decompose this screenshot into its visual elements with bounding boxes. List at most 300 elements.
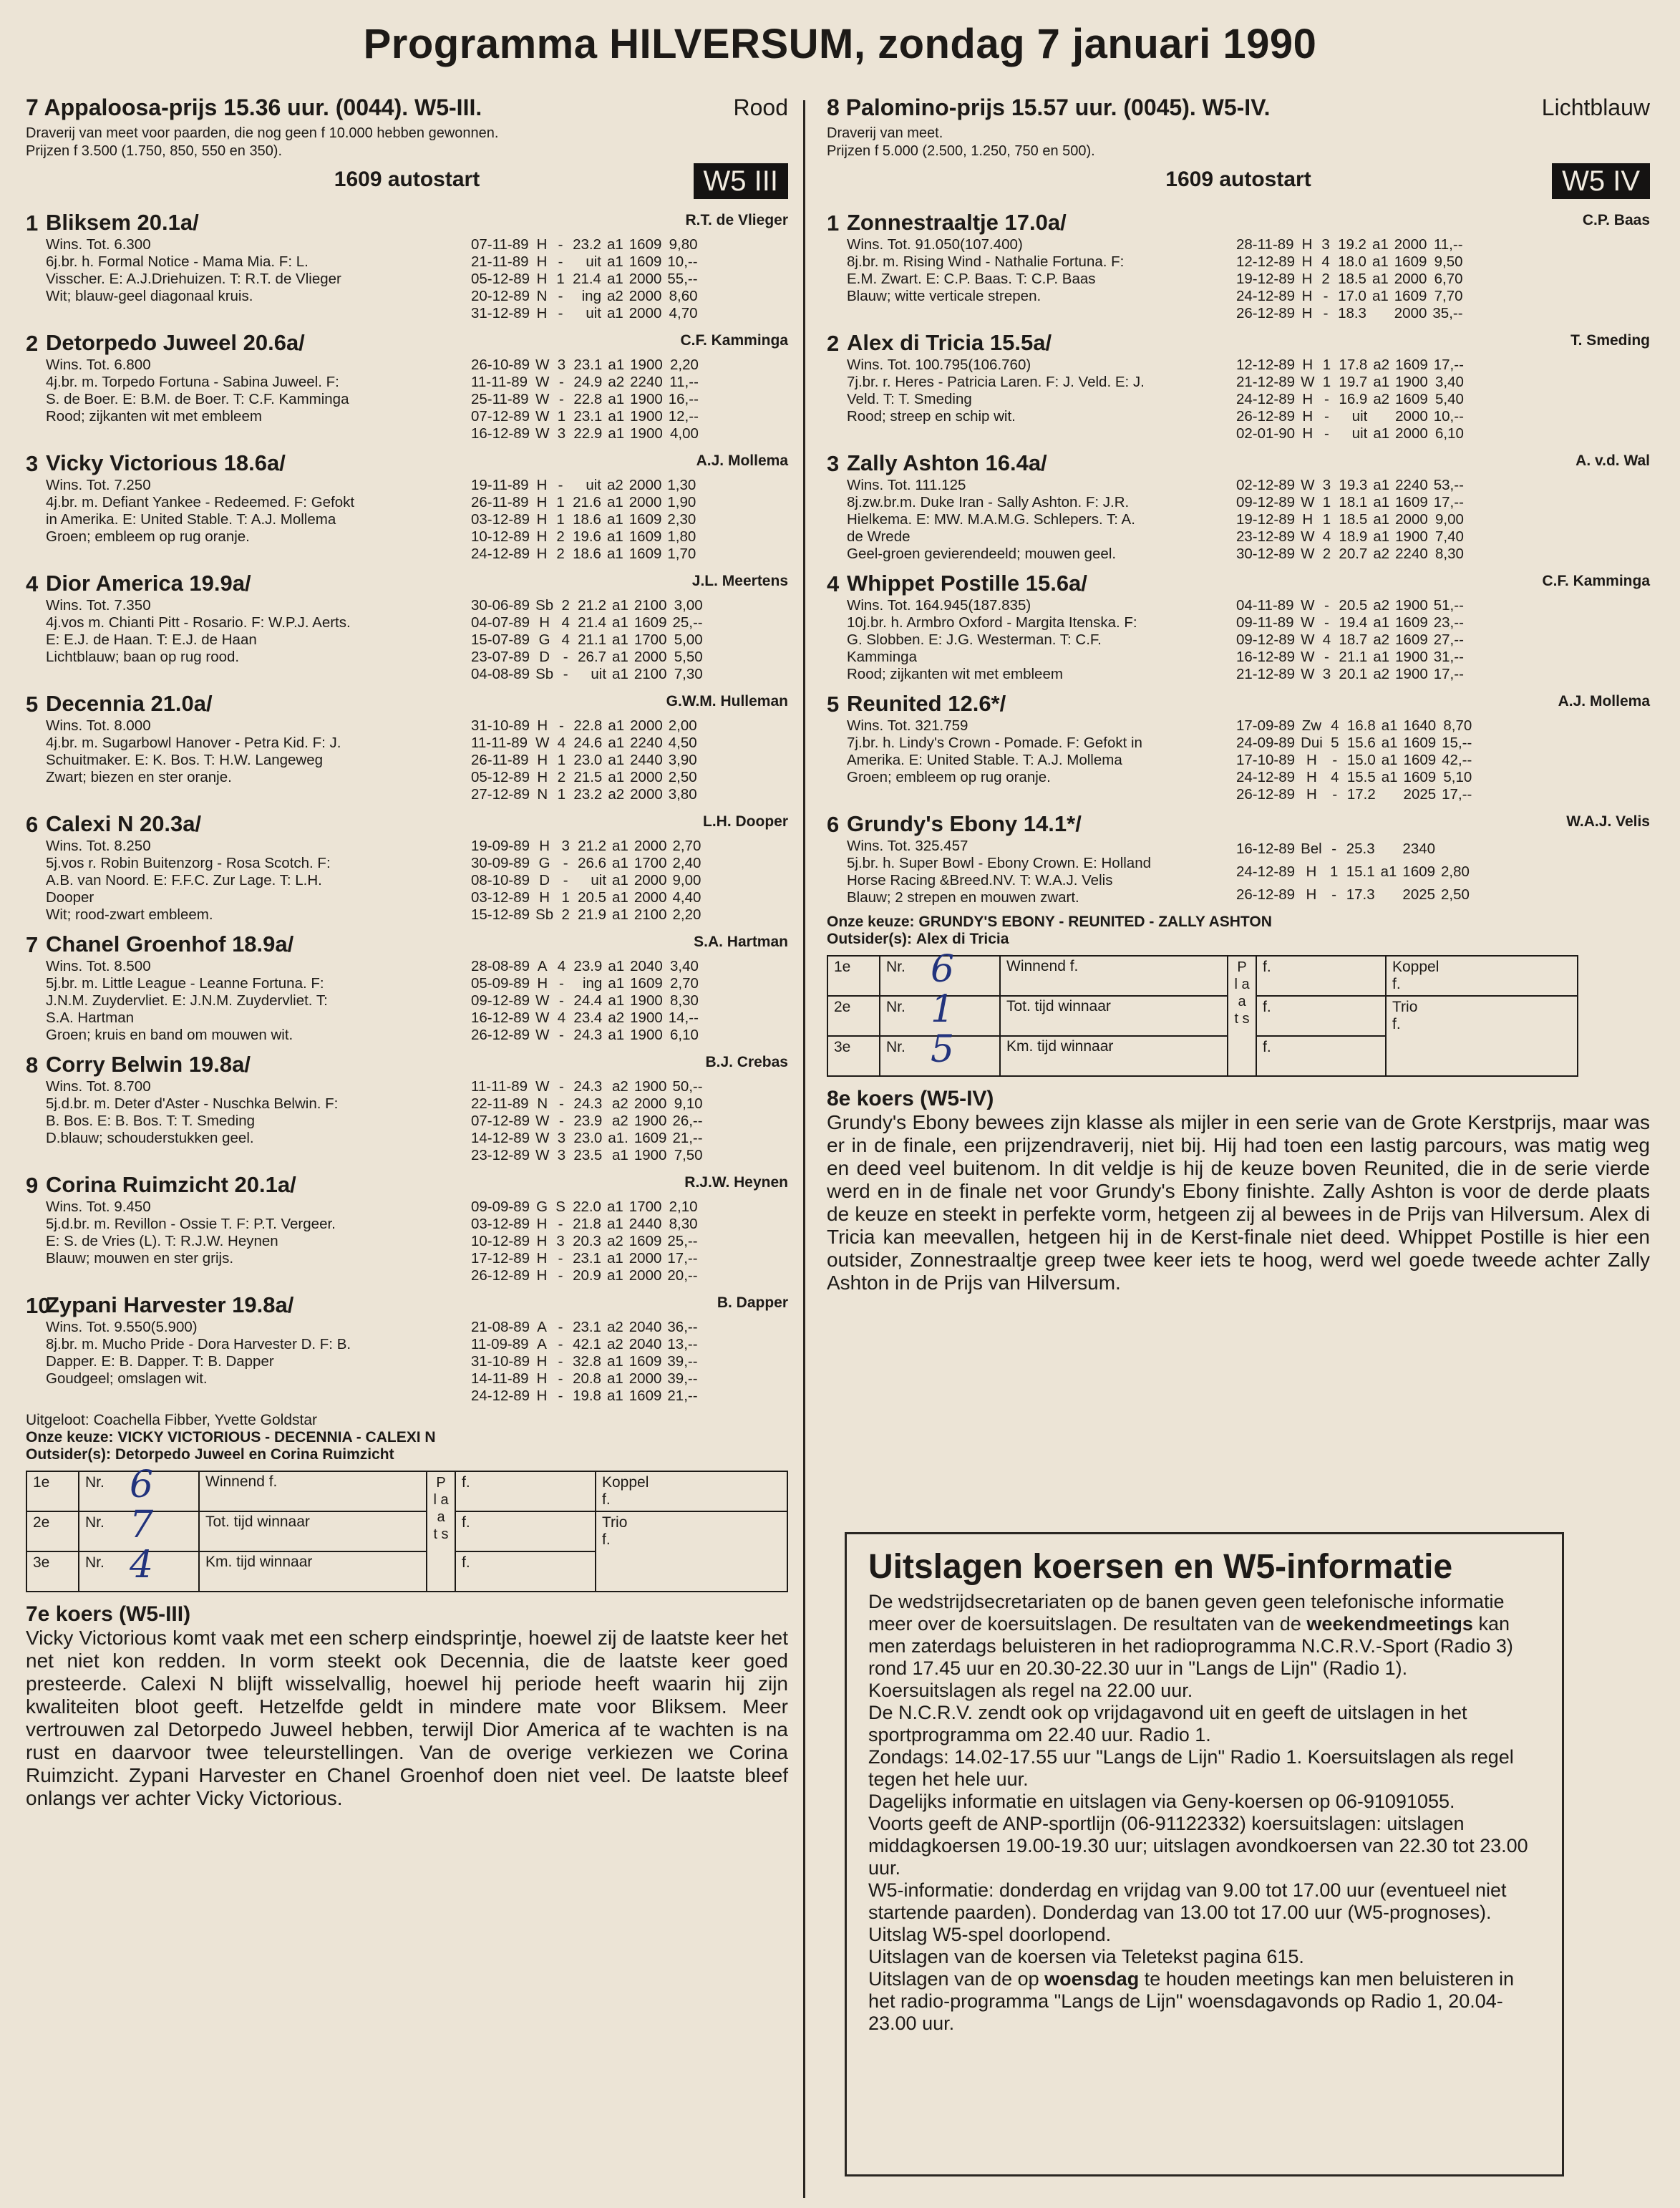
condition-line: Draverij van meet.	[827, 125, 943, 141]
performance-cell: a1	[606, 528, 623, 545]
performance-cell: a2	[608, 374, 625, 390]
performance-cell: -	[1324, 649, 1329, 665]
performance-cell: 2000	[628, 494, 662, 510]
performance-cell: a1	[1373, 425, 1390, 442]
performance-cell: H	[536, 1370, 548, 1387]
info-text: Uitslagen van de op	[868, 1968, 1045, 1990]
performance-cell: a1	[608, 391, 625, 407]
performance-row	[1233, 597, 1467, 614]
race-8-column	[827, 93, 1650, 1294]
performance-cell: 1900	[633, 1078, 667, 1095]
performance-cell: 4,00	[670, 425, 699, 442]
performance-row	[1233, 494, 1467, 511]
description-line: A.B. van Noord. E: F.F.C. Zur Lage. T: L.H.	[46, 872, 322, 888]
place-cell: 3e	[827, 1036, 880, 1076]
performance-cell: W	[1301, 631, 1315, 648]
performance-cell: 2040	[628, 1319, 662, 1335]
performance-cell: H	[536, 253, 548, 270]
performance-cell: 2000	[628, 1370, 662, 1387]
horse-details	[827, 357, 1650, 442]
handwritten-number: 6	[931, 948, 955, 991]
description-line: 7j.br. r. Heres - Patricia Laren. F: J. Veld. E: J.	[847, 374, 1145, 390]
performance-cell: 9,80	[669, 236, 698, 253]
performance-cell: 2240	[1395, 546, 1428, 562]
performance-cell: 05-09-89	[471, 975, 530, 992]
performance-cell: Bel	[1301, 841, 1322, 857]
performance-cell: H	[1301, 271, 1313, 287]
performance-cell: 26-11-89	[471, 752, 529, 768]
performance-cell: 2000	[628, 1250, 662, 1267]
performance-cell: 09-12-89	[1236, 631, 1296, 648]
performance-cell: 3	[556, 1233, 565, 1249]
performance-table	[1233, 838, 1472, 906]
performance-cell: 3	[557, 1130, 566, 1146]
performance-cell: -	[559, 717, 564, 734]
performance-row	[468, 1336, 701, 1353]
performance-cell: 24.9	[573, 374, 603, 390]
performance-cell: 20.8	[573, 1370, 601, 1387]
description-line: Wit; rood-zwart embleem.	[46, 906, 213, 923]
performance-cell: 9,50	[1434, 253, 1463, 270]
performance-cell: 15-07-89	[471, 631, 530, 648]
outsider-value: Alex di Tricia	[916, 931, 1009, 947]
performance-cell: 1900	[630, 992, 663, 1009]
race-heading	[26, 93, 788, 122]
description-line: Goudgeel; omslagen wit.	[46, 1370, 208, 1387]
choice-value: GRUNDY'S EBONY - REUNITED - ZALLY ASHTON	[918, 914, 1272, 930]
performance-cell: 16,--	[668, 391, 699, 407]
amount-cell: f.	[455, 1511, 596, 1551]
description-line: 4j.br. m. Sugarbowl Hanover - Petra Kid. F: J.	[46, 735, 341, 751]
performance-cell: 15.1	[1346, 863, 1375, 880]
performance-cell: a1	[606, 546, 623, 562]
performance-row	[1233, 614, 1467, 631]
performance-cell: 1900	[630, 391, 663, 407]
performance-cell: 19.6	[573, 528, 601, 545]
performance-cell: 2440	[628, 1216, 662, 1232]
performance-cell: 1609	[1395, 614, 1428, 631]
performance-cell: 1609	[628, 511, 662, 528]
performance-cell: 19.3	[1339, 477, 1368, 493]
performance-cell: a1	[608, 752, 625, 768]
performance-cell: -	[563, 855, 568, 871]
performance-cell: 1609	[1395, 631, 1428, 648]
performance-cell: H	[537, 752, 548, 768]
horse-description	[847, 357, 1233, 442]
nr-label: Nr.	[85, 1554, 105, 1571]
performance-cell: 19.4	[1339, 614, 1368, 631]
performance-cell: H	[536, 1233, 548, 1249]
performance-cell: 1,70	[667, 546, 696, 562]
performance-cell: a1	[608, 357, 625, 373]
performance-row	[468, 528, 699, 546]
performance-cell: 2	[556, 528, 565, 545]
performance-cell: 1609	[628, 1233, 662, 1249]
performance-cell: 1609	[633, 1130, 667, 1146]
performance-cell: 2100	[633, 597, 667, 614]
trio-label: Trio	[602, 1514, 628, 1531]
performance-cell: 09-09-89	[471, 1199, 530, 1215]
performance-row	[468, 1250, 701, 1267]
performance-cell: a1	[612, 872, 628, 888]
label-cell: Tot. tijd winnaar	[1000, 996, 1228, 1036]
performance-cell: a1	[1381, 717, 1398, 734]
description-line: B. Bos. E: B. Bos. T: T. Smeding	[46, 1113, 256, 1129]
performance-cell: 19.2	[1338, 236, 1366, 253]
performance-cell: 3	[1322, 666, 1331, 682]
performance-row	[468, 1199, 701, 1216]
performance-cell: 2000	[628, 305, 662, 321]
performance-table	[1233, 357, 1467, 442]
performance-cell: a1	[1373, 494, 1390, 510]
performance-cell: 2	[1322, 546, 1331, 562]
performance-cell: 04-11-89	[1236, 597, 1294, 614]
horse-name: Bliksem 20.1a/	[46, 210, 199, 235]
performance-row	[1233, 425, 1467, 442]
performance-cell: Sb	[535, 906, 554, 923]
performance-cell: W	[535, 391, 550, 407]
race-conditions	[26, 125, 788, 160]
performance-cell: 22-11-89	[471, 1095, 529, 1112]
performance-cell: H	[536, 1267, 548, 1284]
performance-cell: A	[537, 1336, 547, 1352]
amount-cell: f.	[1256, 996, 1386, 1036]
performance-cell: -	[1324, 425, 1329, 442]
performance-cell: 17-09-89	[1236, 717, 1296, 734]
description-line: in Amerika. E: United Stable. T: A.J. Mollema	[46, 511, 336, 528]
performance-cell: 16-12-89	[471, 425, 530, 442]
description-line: 5j.br. m. Little League - Leanne Fortuna. F:	[46, 975, 324, 992]
horse-name: Detorpedo Juweel 20.6a/	[46, 330, 305, 355]
performance-cell: 8,30	[1435, 546, 1464, 562]
performance-row	[468, 786, 700, 803]
performance-cell: 39,--	[667, 1353, 698, 1370]
performance-cell: -	[1324, 597, 1329, 614]
performance-row	[468, 1113, 706, 1130]
performance-cell: 9,00	[672, 872, 701, 888]
horse-details	[827, 236, 1650, 322]
performance-cell: 1609	[628, 253, 662, 270]
horse-number: 3	[827, 451, 840, 476]
performance-table	[1233, 477, 1467, 563]
performance-cell: -	[563, 649, 568, 665]
performance-cell: a1	[612, 1147, 628, 1163]
horse-name: Zonnestraaltje 17.0a/	[847, 210, 1067, 235]
performance-row	[468, 717, 700, 735]
horse-number: 4	[827, 571, 840, 596]
outsider-value: Detorpedo Juweel en Corina Ruimzicht	[115, 1446, 394, 1463]
horse-entry	[26, 570, 788, 683]
performance-cell: 2000	[628, 288, 662, 304]
performance-cell: 2040	[628, 1336, 662, 1352]
performance-row	[1233, 752, 1475, 769]
amount-cell: f.	[455, 1551, 596, 1592]
amount-cell: f.	[1256, 1036, 1386, 1076]
performance-row	[1233, 769, 1475, 786]
performance-cell: -	[558, 1370, 563, 1387]
performance-cell: 17,--	[1433, 666, 1464, 682]
performance-cell: H	[536, 477, 548, 493]
performance-cell: 17,--	[1442, 786, 1472, 803]
description-line: Zwart; biezen en ster oranje.	[46, 769, 232, 785]
description-line: Kamminga	[847, 649, 917, 665]
description-line: S.A. Hartman	[46, 1009, 135, 1026]
performance-cell: a1	[1373, 374, 1390, 390]
performance-cell: 1640	[1403, 717, 1437, 734]
autostart-line	[827, 160, 1650, 202]
performance-cell: 4	[561, 631, 570, 648]
performance-cell: 24-09-89	[1236, 735, 1296, 751]
performance-row	[468, 975, 701, 992]
performance-row	[468, 769, 700, 786]
performance-cell: 2,50	[1441, 886, 1470, 903]
performance-row	[468, 1319, 701, 1336]
performance-cell: H	[1306, 863, 1317, 880]
performance-table	[468, 477, 699, 563]
place-cell: 2e	[26, 1511, 79, 1551]
outsider-label: Outsider(s):	[827, 931, 913, 947]
performance-row	[468, 855, 704, 872]
performance-cell: 1900	[630, 1009, 663, 1026]
performance-row	[1233, 838, 1472, 861]
performance-cell: 18.6	[573, 511, 601, 528]
horse-entry	[827, 329, 1650, 442]
performance-cell: 1609	[1394, 288, 1427, 304]
performance-cell: uit	[586, 477, 601, 493]
description-line: Hielkema. E: MW. M.A.M.G. Schlepers. T: A.	[847, 511, 1135, 528]
performance-cell: 21.1	[1339, 649, 1368, 665]
performance-cell: 2	[561, 906, 570, 923]
trainer-name: T. Smeding	[1570, 332, 1650, 349]
performance-cell: 2000	[630, 717, 663, 734]
description-line: de Wrede	[847, 528, 911, 545]
description-line: Dooper	[46, 889, 94, 906]
trainer-name: R.J.W. Heynen	[684, 1174, 788, 1191]
performance-cell: 53,--	[1433, 477, 1464, 493]
performance-cell: 21-12-89	[1236, 374, 1296, 390]
performance-cell: 07-11-89	[471, 236, 529, 253]
performance-cell: 23.1	[573, 357, 603, 373]
performance-cell: H	[536, 236, 548, 253]
horse-details	[827, 838, 1650, 906]
performance-cell: 6,10	[1435, 425, 1464, 442]
performance-table	[468, 597, 706, 683]
description-line: Wins. Tot. 6.800	[46, 357, 151, 373]
performance-cell: 1700	[628, 1199, 662, 1215]
condition-line: Prijzen f 3.500 (1.750, 850, 550 en 350).	[26, 143, 283, 159]
performance-cell: a2	[1373, 666, 1390, 682]
performance-cell: a1	[606, 494, 623, 510]
performance-cell: a1	[1380, 863, 1397, 880]
autostart-label: 1609 autostart	[1165, 168, 1311, 191]
performance-cell: 6,70	[1434, 271, 1463, 287]
performance-cell: 8,30	[670, 992, 699, 1009]
performance-cell: 19-11-89	[471, 477, 529, 493]
performance-cell: 26,--	[672, 1113, 703, 1129]
performance-cell: 2,00	[668, 717, 697, 734]
horse-number: 1	[26, 210, 39, 236]
performance-cell: H	[536, 1250, 548, 1267]
handwritten-number: 1	[931, 988, 955, 1031]
trainer-name: B.J. Crebas	[705, 1054, 788, 1070]
performance-cell: 17.8	[1339, 357, 1368, 373]
performance-cell: 15.5	[1346, 769, 1376, 785]
performance-cell: 1609	[1403, 769, 1437, 785]
performance-cell: 2000	[633, 838, 667, 854]
performance-cell: H	[536, 528, 548, 545]
performance-cell: 30-09-89	[471, 855, 530, 871]
handwritten-number: 6	[130, 1463, 154, 1506]
performance-cell: 16-12-89	[1236, 841, 1296, 857]
horse-number: 5	[827, 692, 840, 717]
performance-cell: -	[558, 1267, 563, 1284]
performance-cell: 2,40	[672, 855, 701, 871]
description-line: Wins. Tot. 325.457	[847, 838, 968, 854]
description-line: D.blauw; schouderstukken geel.	[46, 1130, 254, 1146]
performance-cell: W	[535, 357, 550, 373]
performance-cell: 8,70	[1443, 717, 1472, 734]
performance-cell: H	[536, 546, 548, 562]
description-line: Geel-groen gevierendeeld; mouwen geel.	[847, 546, 1117, 562]
performance-cell: 23.2	[573, 236, 601, 253]
performance-cell: a1	[608, 735, 625, 751]
horse-name: Dior America 19.9a/	[46, 571, 251, 596]
performance-cell: 1700	[633, 631, 667, 648]
horse-description	[847, 838, 1233, 906]
performance-cell: 02-01-90	[1236, 425, 1296, 442]
performance-cell: 55,--	[667, 271, 698, 287]
performance-cell: 11-09-89	[471, 1336, 529, 1352]
article-heading: 8e koers (W5-IV)	[827, 1087, 994, 1110]
performance-cell: -	[1323, 305, 1329, 321]
performance-cell: 3	[1322, 477, 1331, 493]
description-line: 4j.br. m. Torpedo Fortuna - Sabina Juweel. F:	[46, 374, 339, 390]
outsider-label: Outsider(s):	[26, 1446, 112, 1463]
performance-cell: 9,10	[674, 1095, 703, 1112]
performance-cell: a1	[606, 1250, 623, 1267]
performance-cell: 28-11-89	[1236, 236, 1294, 253]
description-line: Lichtblauw; baan op rug rood.	[46, 649, 240, 665]
performance-cell: a1	[608, 1027, 625, 1043]
performance-cell: H	[1301, 305, 1313, 321]
description-line: Wins. Tot. 100.795(106.760)	[847, 357, 1031, 373]
performance-row	[468, 1078, 706, 1095]
description-line: Wins. Tot. 164.945(187.835)	[847, 597, 1031, 614]
performance-row	[468, 253, 701, 271]
race-color: Rood	[733, 95, 788, 120]
description-line: Horse Racing &Breed.NV. T: W.A.J. Velis	[847, 872, 1113, 888]
performance-cell: 2240	[630, 735, 663, 751]
performance-row	[468, 649, 706, 666]
performance-cell: 21.8	[573, 1216, 601, 1232]
performance-table	[468, 958, 701, 1044]
trainer-name: A. v.d. Wal	[1575, 452, 1650, 469]
horse-number: 8	[26, 1052, 39, 1078]
performance-cell: 10-12-89	[471, 528, 530, 545]
amount-cell: f.	[1256, 956, 1386, 996]
performance-cell: 1609	[628, 236, 662, 253]
performance-cell: 26-12-89	[1236, 408, 1296, 425]
horse-entry	[26, 690, 788, 803]
horse-entry	[26, 1292, 788, 1405]
performance-cell: 1609	[1395, 357, 1428, 373]
performance-cell: Sb	[535, 597, 554, 614]
performance-cell: 5	[1331, 735, 1339, 751]
performance-table	[468, 717, 700, 803]
performance-cell: 2000	[633, 889, 667, 906]
performance-cell: 17,--	[667, 1250, 698, 1267]
info-line: Koersuitslagen als regel na 22.00 uur.	[868, 1680, 1193, 1701]
koppel-cell	[1386, 956, 1578, 996]
performance-cell	[1378, 838, 1400, 861]
horse-description	[847, 597, 1233, 683]
performance-cell: 14,--	[668, 1009, 699, 1026]
result-grid	[827, 948, 1578, 1077]
description-line: Rood; zijkanten wit met embleem	[46, 408, 262, 425]
performance-row	[468, 666, 706, 683]
horse-entry	[827, 570, 1650, 683]
koppel-amount: f.	[602, 1491, 611, 1508]
performance-cell: 2000	[633, 872, 667, 888]
performance-cell: a1	[1381, 769, 1398, 785]
performance-cell: 1,90	[667, 494, 696, 510]
performance-cell: 1900	[633, 1147, 667, 1163]
performance-cell: -	[1324, 391, 1329, 407]
performance-cell: 5,40	[1435, 391, 1464, 407]
horse-entry	[26, 1051, 788, 1164]
performance-cell: H	[1302, 511, 1314, 528]
label-cell: Winnend f.	[1000, 956, 1228, 996]
description-line: 7j.br. h. Lindy's Crown - Pomade. F: Gefokt in	[847, 735, 1142, 751]
performance-row	[1233, 717, 1475, 735]
trainer-name: W.A.J. Velis	[1566, 813, 1650, 830]
performance-cell: a2	[606, 1319, 623, 1335]
performance-cell: 26-12-89	[1236, 786, 1296, 803]
performance-cell: uit	[1351, 408, 1368, 425]
performance-cell: 21.2	[578, 597, 607, 614]
info-line: Voorts geeft de ANP-sportlijn (06-91122332) koersuitslagen: uitslagen middagkoersen 19.00-19.30 uur; uitslagen avondkoersen van 22.30 tot 23.00 uur.	[868, 1813, 1528, 1879]
performance-cell: 07-12-89	[471, 408, 530, 425]
performance-cell: 1609	[1402, 863, 1436, 880]
performance-cell: 18.0	[1338, 253, 1366, 270]
performance-cell: -	[558, 477, 563, 493]
performance-cell: a1	[612, 666, 628, 682]
horse-details	[26, 477, 788, 563]
performance-cell: 26.6	[578, 855, 607, 871]
performance-cell: 2	[556, 546, 565, 562]
performance-row	[468, 1216, 701, 1233]
performance-cell: a1	[606, 271, 623, 287]
performance-cell: 1	[1322, 357, 1331, 373]
performance-cell: 1,30	[667, 477, 696, 493]
performance-cell: a2	[606, 477, 623, 493]
performance-cell: H	[1301, 288, 1313, 304]
performance-cell: 4,40	[672, 889, 701, 906]
performance-cell: a1	[606, 1267, 623, 1284]
performance-cell: H	[1306, 752, 1317, 768]
place-cell: 2e	[827, 996, 880, 1036]
amount-cell: f.	[455, 1471, 596, 1511]
condition-line: Draverij van meet voor paarden, die nog geen f 10.000 hebben gewonnen.	[26, 125, 499, 141]
performance-cell: 24-12-89	[1236, 769, 1296, 785]
info-line: De N.C.R.V. zendt ook op vrijdagavond uit en geeft de uitslagen in het sportprogramma om 22.40 uur. Radio 1.	[868, 1702, 1467, 1745]
place-cell: 3e	[26, 1551, 79, 1592]
performance-cell: 1900	[1395, 528, 1428, 545]
horse-entry	[26, 329, 788, 442]
w5-badge: W5 IV	[1552, 163, 1650, 199]
performance-cell: 20-12-89	[471, 288, 530, 304]
performance-cell: 1	[557, 408, 566, 425]
